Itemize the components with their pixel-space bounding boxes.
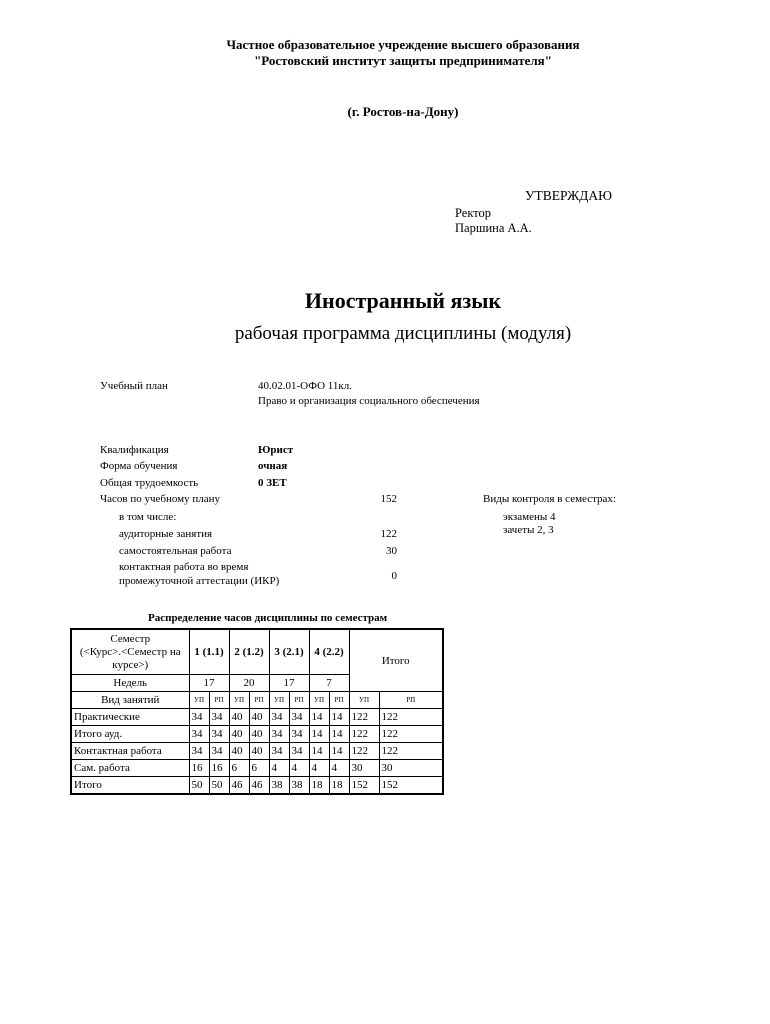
up-header: УП	[269, 692, 289, 709]
table-cell: 152	[379, 777, 443, 795]
semester-header-line: (<Курс>.<Семестр на	[79, 645, 181, 658]
table-cell: 34	[289, 726, 309, 743]
contact-value: 0	[391, 570, 397, 582]
row-label: Итого ауд.	[71, 726, 189, 743]
table-header-row	[71, 629, 443, 675]
rp-header: РП	[379, 692, 443, 709]
table-cell: 40	[229, 743, 249, 760]
weeks-value: 17	[269, 675, 309, 692]
rp-header: РП	[289, 692, 309, 709]
table-cell: 38	[269, 777, 289, 795]
table-cell: 34	[209, 726, 229, 743]
weeks-value: 17	[189, 675, 229, 692]
table-cell: 40	[229, 709, 249, 726]
institution-name: Частное образовательное учреждение высшего образования	[226, 37, 580, 52]
control-credits: зачеты 2, 3	[503, 524, 554, 536]
table-cell: 122	[349, 709, 379, 726]
table-cell: 14	[329, 726, 349, 743]
table-cell: 40	[249, 709, 269, 726]
discipline-title: Иностранный язык	[304, 288, 502, 313]
hours-value: 152	[380, 493, 397, 505]
table-cell: 18	[329, 777, 349, 795]
table-cell: 34	[209, 743, 229, 760]
approval-name: Паршина А.А.	[455, 221, 532, 235]
table-cell: 50	[189, 777, 209, 795]
table-cell: 34	[189, 726, 209, 743]
row-label: Итого	[71, 777, 189, 795]
auditory-value: 122	[380, 528, 397, 540]
row-label: Контактная работа	[71, 743, 189, 760]
table-cell: 34	[209, 709, 229, 726]
form-label: Форма обучения	[100, 460, 178, 472]
semester-hours-table	[70, 628, 444, 795]
control-title: Виды контроля в семестрах:	[483, 493, 616, 505]
plan-specialty: Право и организация социального обеспечения	[258, 395, 480, 407]
qualification-value: Юрист	[258, 444, 294, 456]
row-label: Практические	[71, 709, 189, 726]
including-label: в том числе:	[119, 511, 177, 523]
selfwork-label: самостоятельная работа	[119, 545, 232, 557]
up-header: УП	[189, 692, 209, 709]
semester-header: 2 (1.2)	[229, 629, 269, 675]
table-cell: 46	[249, 777, 269, 795]
semester-header-line: курсе>)	[112, 658, 149, 671]
table-cell: 6	[249, 760, 269, 777]
rp-header: РП	[249, 692, 269, 709]
table-cell: 16	[189, 760, 209, 777]
semester-header-line: Семестр	[110, 632, 151, 645]
total-header: Итого	[349, 629, 443, 692]
table-cell: 38	[289, 777, 309, 795]
table-cell: 40	[249, 726, 269, 743]
control-exams: экзамены 4	[503, 511, 556, 523]
rp-header: РП	[209, 692, 229, 709]
table-cell: 34	[269, 726, 289, 743]
table-cell: 30	[379, 760, 443, 777]
approval-position: Ректор	[455, 206, 492, 220]
contact-label-line1: контактная работа во время	[119, 561, 249, 573]
approval-title: УТВЕРЖДАЮ	[525, 188, 613, 203]
table-cell: 4	[269, 760, 289, 777]
table-cell: 4	[289, 760, 309, 777]
qualification-label: Квалификация	[100, 444, 169, 456]
table-cell: 14	[329, 709, 349, 726]
table-cell: 18	[309, 777, 329, 795]
institution-full-name: "Ростовский институт защиты предпринимателя"	[254, 53, 552, 68]
table-cell: 14	[309, 743, 329, 760]
weeks-value: 7	[309, 675, 349, 692]
table-row	[71, 743, 443, 760]
semester-header: 4 (2.2)	[309, 629, 349, 675]
table-cell: 30	[349, 760, 379, 777]
table-row	[71, 709, 443, 726]
row-label: Сам. работа	[71, 760, 189, 777]
table-cell: 50	[209, 777, 229, 795]
table-cell: 122	[379, 726, 443, 743]
selfwork-value: 30	[386, 545, 397, 557]
table-cell: 16	[209, 760, 229, 777]
table-cell: 34	[269, 743, 289, 760]
form-value: очная	[258, 460, 288, 472]
table-cell: 4	[329, 760, 349, 777]
workload-value: 0 ЗЕТ	[258, 477, 287, 489]
semester-header-cell	[71, 629, 189, 675]
table-row	[71, 777, 443, 795]
auditory-label: аудиторные занятия	[119, 528, 213, 540]
hours-label: Часов по учебному плану	[100, 493, 221, 505]
table-cell: 34	[289, 709, 309, 726]
table-cell: 14	[309, 709, 329, 726]
semester-header: 1 (1.1)	[189, 629, 229, 675]
workload-label: Общая трудоемкость	[100, 477, 199, 489]
table-row	[71, 726, 443, 743]
table-cell: 122	[349, 726, 379, 743]
rp-header: РП	[329, 692, 349, 709]
table-cell: 34	[189, 743, 209, 760]
table-title: Распределение часов дисциплины по семестрам	[148, 612, 388, 624]
table-row	[71, 760, 443, 777]
semester-header: 3 (2.1)	[269, 629, 309, 675]
table-cell: 152	[349, 777, 379, 795]
discipline-subtitle: рабочая программа дисциплины (модуля)	[234, 323, 572, 344]
table-cell: 6	[229, 760, 249, 777]
table-cell: 40	[229, 726, 249, 743]
table-cell: 46	[229, 777, 249, 795]
table-cell: 34	[289, 743, 309, 760]
table-cell: 14	[309, 726, 329, 743]
kind-row	[71, 692, 443, 709]
city: (г. Ростов-на-Дону)	[347, 104, 459, 119]
table-cell: 122	[379, 743, 443, 760]
weeks-label: Недель	[71, 675, 189, 692]
weeks-value: 20	[229, 675, 269, 692]
kind-label: Вид занятий	[71, 692, 189, 709]
up-header: УП	[229, 692, 249, 709]
table-cell: 14	[329, 743, 349, 760]
up-header: УП	[309, 692, 329, 709]
table-cell: 40	[249, 743, 269, 760]
plan-label: Учебный план	[100, 380, 168, 392]
plan-code: 40.02.01-ОФО 11кл.	[258, 380, 352, 392]
table-cell: 4	[309, 760, 329, 777]
table-cell: 122	[349, 743, 379, 760]
table-cell: 34	[189, 709, 209, 726]
table-cell: 34	[269, 709, 289, 726]
up-header: УП	[349, 692, 379, 709]
table-cell: 122	[379, 709, 443, 726]
contact-label-line2: промежуточной аттестации (ИКР)	[119, 575, 280, 587]
